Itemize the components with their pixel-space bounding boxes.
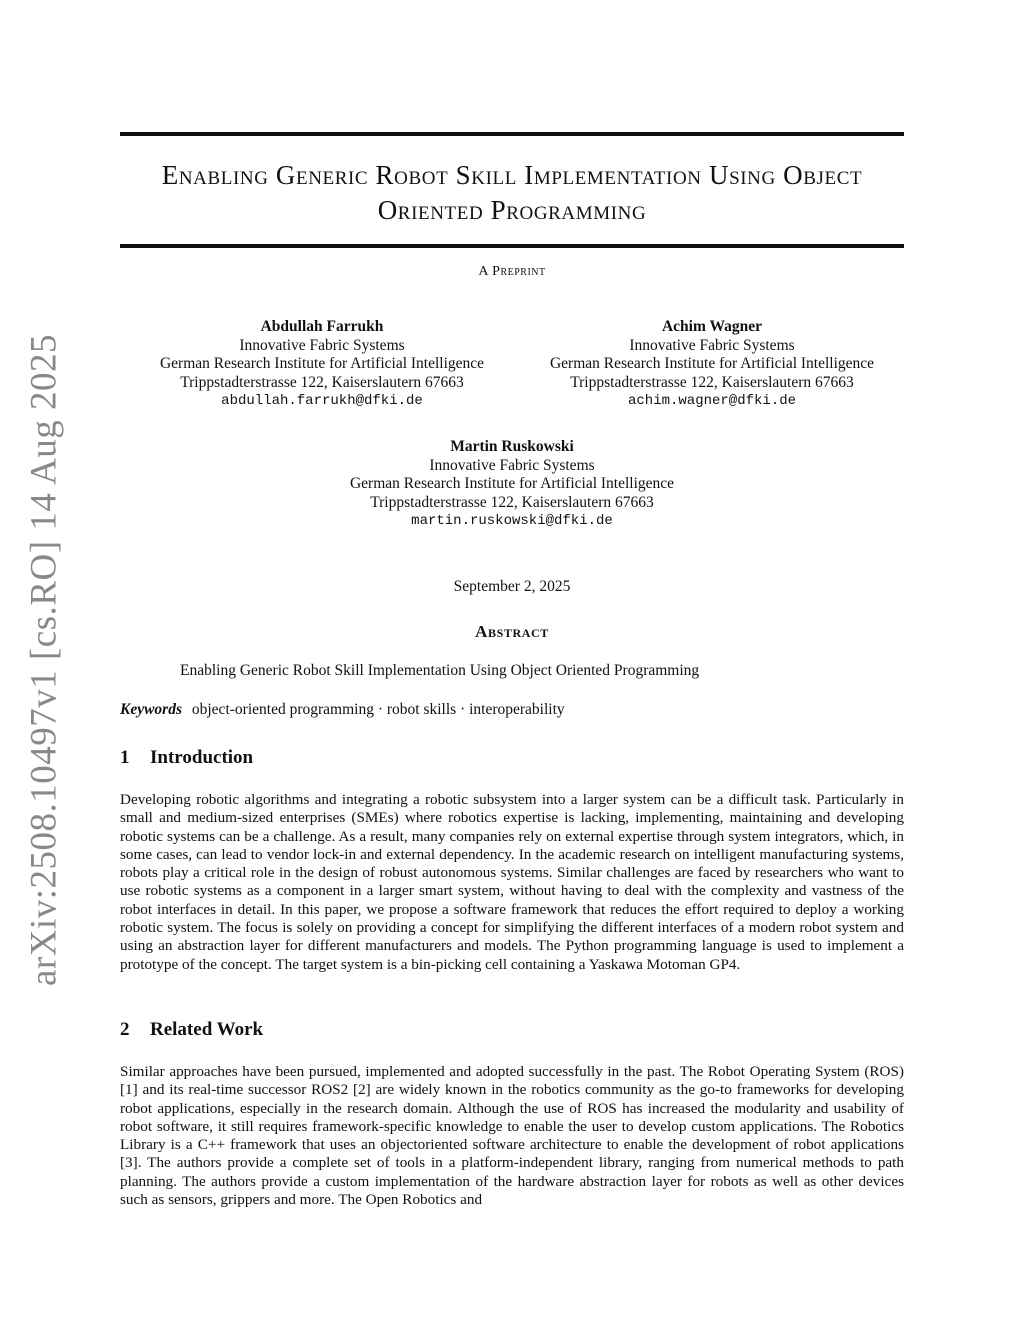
keywords-label: Keywords bbox=[120, 701, 182, 718]
author-email[interactable]: abdullah.farrukh@dfki.de bbox=[221, 393, 423, 409]
keywords-line bbox=[120, 701, 904, 719]
arxiv-identifier: arXiv:2508.10497v1 [cs.RO] 14 Aug 2025 bbox=[23, 333, 65, 987]
section-heading-introduction bbox=[120, 747, 904, 769]
section-number: 1 bbox=[120, 747, 130, 768]
author-institute: German Research Institute for Artificial Intelligence bbox=[159, 355, 485, 372]
introduction-paragraph: Developing robotic algorithms and integrating a robotic subsystem into a larger system can be a difficult task. Particularly in small and medium-sized enterprises (SMEs) where robotics expertise is lacking, implementing, maintaining and developing robotic systems can be a challenge. As a result, many companies rely on external expertise through system integrators, which, in some cases, can lead to vendor lock-in and external dependency. In the academic research on intelligent manufacturing systems, robots play a critical role in the design of robust autonomous systems. Similar challenges are faced by researchers who want to use robotic systems as a component in a larger smart system, without having to deal with the complexity and vastness of the robot interfaces in detail. In this paper, we propose a software framework that reduces the effort required to deploy a working robotic system. The focus is solely on providing a concept for simplifying the different interfaces of a modern robot system and using an abstraction layer for different manufacturers and models. The Python programming language is used to implement a prototype of the concept. The target system is a bin-picking cell containing a Yaskawa Motoman GP4. bbox=[120, 791, 904, 973]
author-name: Abdullah Farrukh bbox=[260, 318, 384, 335]
author-department: Innovative Fabric Systems bbox=[239, 336, 405, 354]
paper-title: Enabling Generic Robot Skill Implementation Using Object Oriented Programming bbox=[161, 160, 863, 225]
publication-date: September 2, 2025 bbox=[453, 578, 571, 595]
author-name: Martin Ruskowski bbox=[450, 438, 574, 455]
abstract-text: Enabling Generic Robot Skill Implementation Using Object Oriented Programming bbox=[180, 662, 700, 679]
related-work-paragraph: Similar approaches have been pursued, implemented and adopted successfully in the past. The Robot Operating System (ROS) [1] and its real-time successor ROS2 [2] are widely known in the robotics community as the go-to frameworks for developing robot applications, especially in the research domain. Although the use of ROS has increased the modularity and usability of robot software, it still requires framework-specific knowledge to enable the user to develop custom applications. The Robotics Library is a C++ framework that uses an objectoriented software architecture to enable the development of robot applications [3]. The authors provide a complete set of tools in a platform-independent library, ranging from numerical methods to path planning. The authors provide a custom implementation of the hardware abstraction layer for robots as well as other devices such as sensors, grippers and more. The Open Robotics and bbox=[120, 1063, 904, 1209]
author-block bbox=[310, 438, 714, 531]
author-block bbox=[120, 318, 524, 411]
section-number: 2 bbox=[120, 1019, 130, 1040]
abstract-heading: Abstract bbox=[475, 622, 549, 641]
section-title: Introduction bbox=[150, 747, 254, 768]
section-heading-related-work bbox=[120, 1019, 904, 1041]
author-email[interactable]: martin.ruskowski@dfki.de bbox=[411, 513, 613, 529]
author-email[interactable]: achim.wagner@dfki.de bbox=[627, 393, 797, 409]
author-institute: German Research Institute for Artificial Intelligence bbox=[549, 355, 875, 372]
title-rule-top bbox=[120, 132, 904, 136]
title-rule-bottom bbox=[120, 244, 904, 248]
author-institute: German Research Institute for Artificial Intelligence bbox=[349, 475, 675, 492]
author-address: Trippstadterstrasse 122, Kaiserslautern 67663 bbox=[570, 373, 854, 391]
author-address: Trippstadterstrasse 122, Kaiserslautern 67663 bbox=[370, 493, 654, 511]
preprint-label: A Preprint bbox=[478, 264, 546, 279]
keywords-text: object-oriented programming · robot skills · interoperability bbox=[191, 701, 565, 718]
author-name: Achim Wagner bbox=[661, 318, 763, 335]
author-department: Innovative Fabric Systems bbox=[429, 456, 595, 474]
author-address: Trippstadterstrasse 122, Kaiserslautern 67663 bbox=[180, 373, 464, 391]
author-department: Innovative Fabric Systems bbox=[629, 336, 795, 354]
author-block bbox=[510, 318, 914, 411]
section-title: Related Work bbox=[150, 1019, 264, 1040]
